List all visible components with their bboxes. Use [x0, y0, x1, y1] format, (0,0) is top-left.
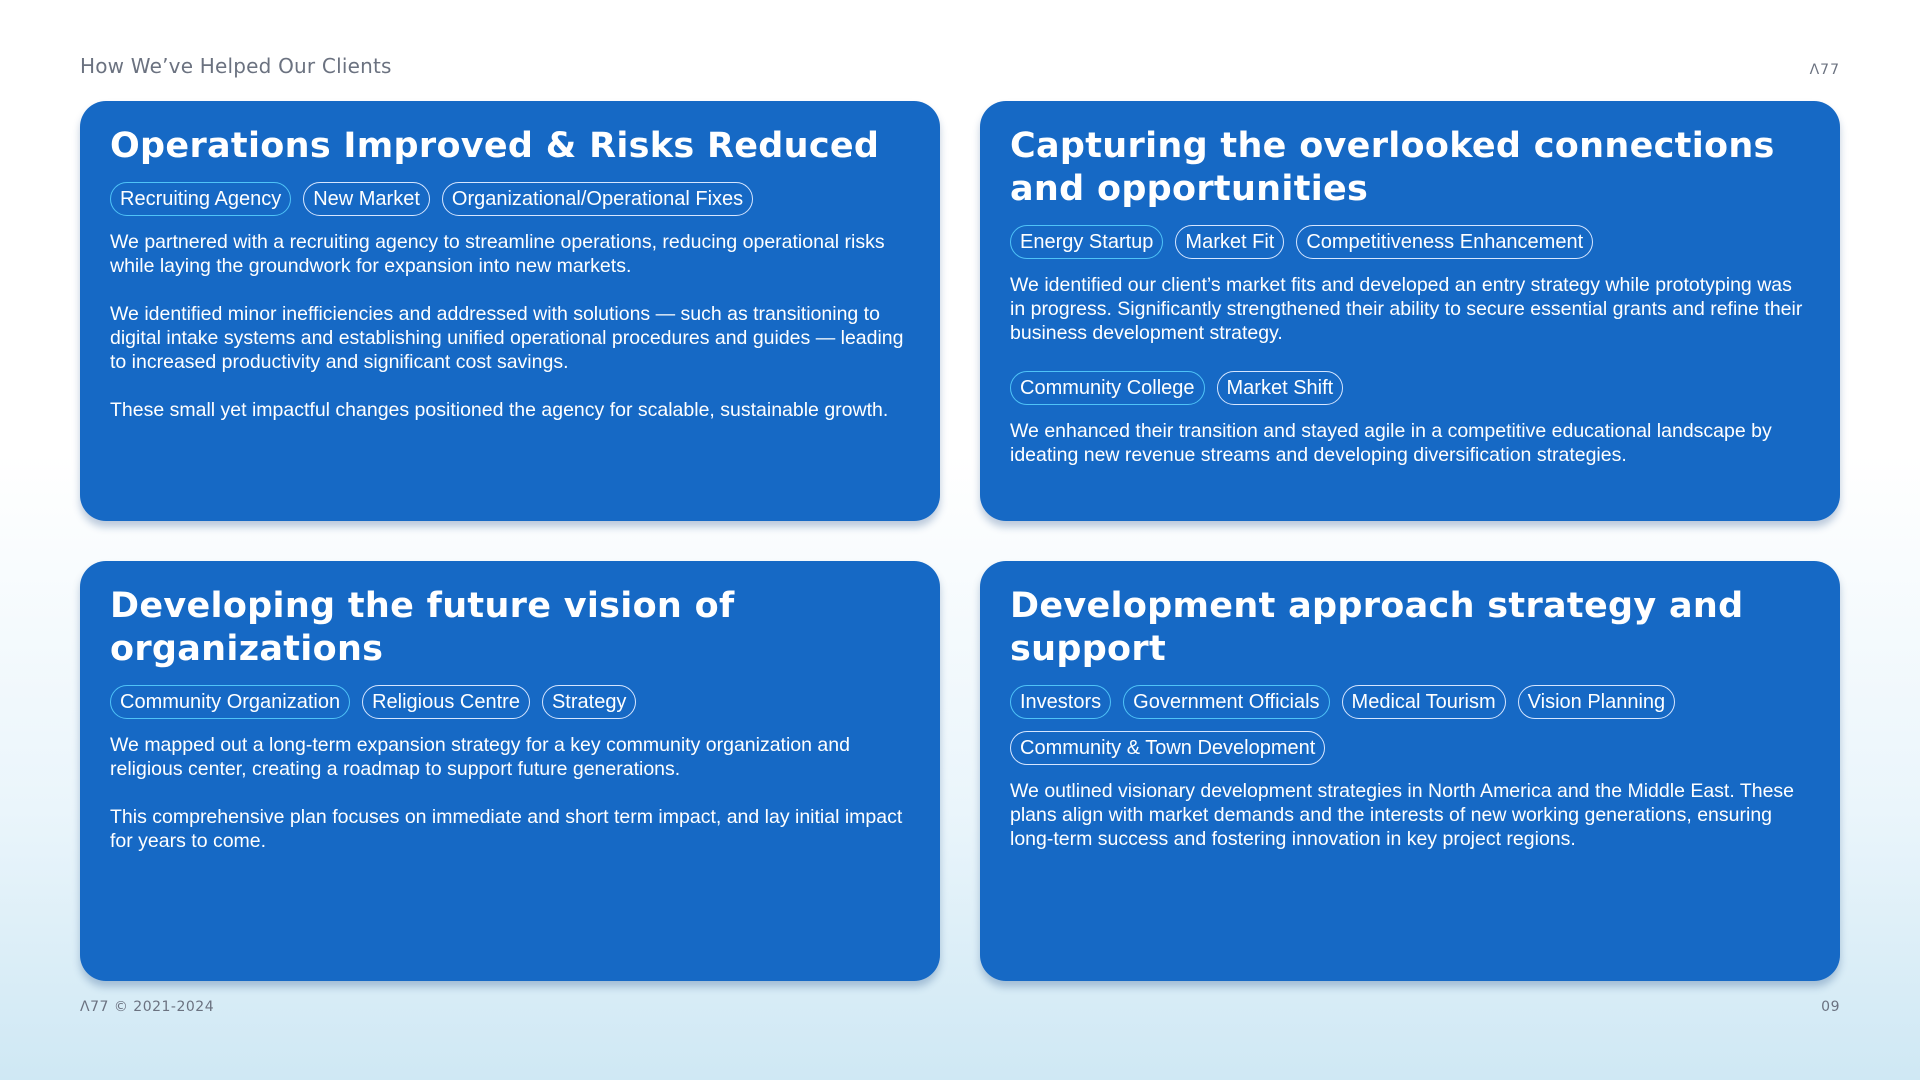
page-title: How We’ve Helped Our Clients [80, 54, 392, 78]
case-card-future-vision [80, 561, 940, 981]
card-title: Development approach strategy and support [1010, 586, 1744, 669]
tag-recruiting-agency: Recruiting Agency [110, 182, 291, 216]
tag-religious-centre: Religious Centre [362, 685, 530, 719]
tag-market-shift: Market Shift [1217, 371, 1344, 405]
page-number: 09 [1821, 999, 1840, 1015]
tag-community-college: Community College [1010, 371, 1205, 405]
brand-logo: Λ77 [1809, 62, 1840, 78]
tag-list [1010, 225, 1810, 259]
card-title: Operations Improved & Risks Reduced [110, 126, 880, 166]
card-paragraph: This comprehensive plan focuses on immediate and short term impact, and lay initial impact for years to come. [110, 806, 903, 852]
tag-strategy: Strategy [542, 685, 636, 719]
card-paragraph: We identified minor inefficiencies and addressed with solutions — such as transitioning to digital intake systems and establishing unified operational procedures and guides — leading to increased productivity and significant cost savings. [110, 303, 904, 373]
tag-list [110, 685, 910, 719]
card-paragraph: These small yet impactful changes positioned the agency for scalable, sustainable growth. [110, 399, 889, 421]
card-paragraph: We partnered with a recruiting agency to streamline operations, reducing operational risks while laying the groundwork for expansion into new markets. [110, 231, 885, 277]
tag-list [1010, 685, 1810, 765]
tag-investors: Investors [1010, 685, 1111, 719]
case-card-operations [80, 101, 940, 521]
card-title: Capturing the overlooked connections and opportunities [1010, 126, 1775, 209]
card-title: Developing the future vision of organizations [110, 586, 735, 669]
copyright-text: Λ77 © 2021-2024 [80, 999, 215, 1015]
card-paragraph: We mapped out a long-term expansion strategy for a key community organization and religious center, creating a roadmap to support future generations. [110, 734, 850, 780]
tag-market-fit: Market Fit [1175, 225, 1284, 259]
tag-competitiveness-enhancement: Competitiveness Enhancement [1296, 225, 1593, 259]
tag-energy-startup: Energy Startup [1010, 225, 1163, 259]
tag-vision-planning: Vision Planning [1518, 685, 1676, 719]
tag-community-organization: Community Organization [110, 685, 350, 719]
card-paragraph: We outlined visionary development strategies in North America and the Middle East. These plans align with market demands and the interests of new working generations, ensuring long-term success and fostering innovation in key project regions. [1010, 780, 1795, 850]
tag-government-officials: Government Officials [1123, 685, 1329, 719]
tag-organizational-fixes: Organizational/Operational Fixes [442, 182, 753, 216]
tag-list [1010, 371, 1810, 405]
tag-community-town-development: Community & Town Development [1010, 731, 1325, 765]
tag-new-market: New Market [303, 182, 430, 216]
case-card-connections [980, 101, 1840, 521]
tag-medical-tourism: Medical Tourism [1342, 685, 1506, 719]
card-paragraph: We enhanced their transition and stayed agile in a competitive educational landscape by ideating new revenue streams and developing diversification strategies. [1010, 420, 1772, 466]
case-card-development-approach [980, 561, 1840, 981]
card-paragraph: We identified our client’s market fits and developed an entry strategy while prototyping was in progress. Significantly strengthened their ability to secure essential grants and refine their business development strategy. [1010, 274, 1803, 344]
tag-list [110, 182, 910, 216]
